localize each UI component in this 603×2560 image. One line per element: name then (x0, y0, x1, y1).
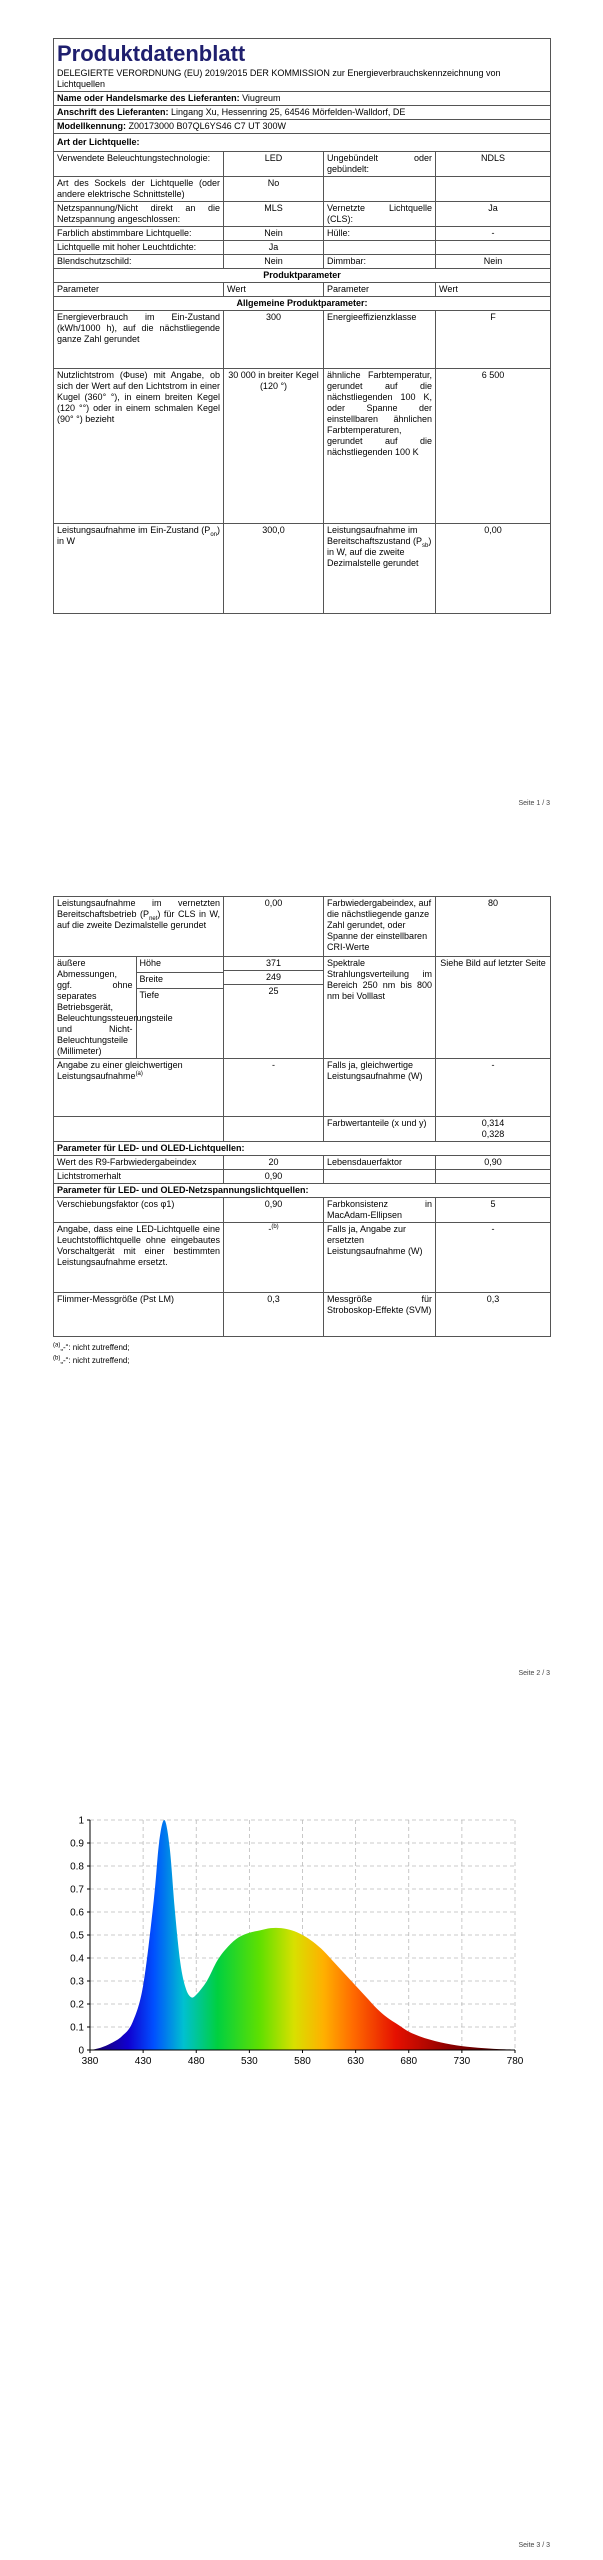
table-row (54, 1223, 551, 1293)
row-label: Verwendete Beleuchtungstechnologie: (54, 152, 224, 177)
lumen-maintenance-label: Lichtstromerhalt (54, 1170, 224, 1184)
y-tick-label: 0 (78, 2045, 84, 2057)
x-tick-label: 380 (81, 2056, 99, 2067)
dim-width-value: 249 (224, 971, 323, 985)
x-tick-label: 580 (294, 2056, 311, 2067)
supplier-name-label: Name oder Handelsmarke des Lieferanten: (57, 93, 240, 103)
page-footer-1: Seite 1 / 3 (518, 800, 550, 807)
row-label: Energieeffizienzklasse (324, 311, 436, 369)
row-label: Lichtquelle mit hoher Leuchtdichte: (54, 241, 224, 255)
table-row (54, 241, 551, 255)
spectral-distribution-chart (60, 1810, 540, 2080)
table-row (54, 1293, 551, 1337)
stroboscopic-label: Messgröße für Stroboskop-Effekte (SVM) (324, 1293, 436, 1337)
row-label: Hülle: (324, 227, 436, 241)
table-row (54, 152, 551, 177)
y-tick-label: 0.9 (70, 1838, 84, 1850)
y-tick-labels (70, 1816, 84, 2057)
y-tick-label: 0.1 (70, 2022, 84, 2034)
table-row (54, 255, 551, 269)
standby-label: Leistungsaufnahme im Bereitschaftszustand $(P_{sb})$ in W, auf die zweite Dezimalstelle gerundet (324, 524, 436, 614)
product-params-heading: Produktparameter (54, 269, 551, 283)
cri-label: Farbwiedergabeindex, auf die nächstliegende ganze Zahl gerundet, oder Spanne der einstellbaren CRI-Werte (324, 897, 436, 957)
mains-params-heading: Parameter für LED- und OLED-Netzspannungslichtquellen: (54, 1184, 551, 1198)
y-tick-label: 0.4 (70, 1953, 84, 1965)
row-label: Farblich abstimmbare Lichtquelle: (54, 227, 224, 241)
row-label: Ungebündelt oder gebündelt: (324, 152, 436, 177)
row-label: Energieverbrauch im Ein-Zustand (kWh/1000 h), auf die nächstliegende ganze Zahl gerundet (54, 311, 224, 369)
dim-depth-value: 25 (268, 986, 279, 996)
dim-height-label: Höhe (136, 957, 223, 972)
row-value: F (436, 311, 551, 369)
row-value: Ja (224, 241, 324, 255)
lumen-maintenance-value: 0,90 (224, 1170, 324, 1184)
row-value: Ja (436, 202, 551, 227)
cri-value: 80 (436, 897, 551, 957)
power-on-value: 300,0 (224, 524, 324, 614)
row-value: 300 (224, 311, 324, 369)
row-value: Nein (436, 255, 551, 269)
y-tick-label: 0.6 (70, 1907, 84, 1919)
table-row (54, 177, 551, 202)
supplier-address-row (54, 106, 551, 120)
row-label (324, 241, 436, 255)
table-row (54, 1198, 551, 1223)
spectral-value: Siehe Bild auf letzter Seite (436, 957, 551, 1059)
replacement-power-label: Falls ja, Angabe zur ersetzten Leistungsaufnahme (W) (324, 1223, 436, 1293)
y-tick-label: 0.2 (70, 1999, 84, 2011)
empty-cell (224, 1117, 324, 1142)
table-row (54, 897, 551, 957)
row-label: Blendschutzschild: (54, 255, 224, 269)
dimensions-cell (54, 957, 224, 1059)
row-label: Vernetzte Lichtquelle (CLS): (324, 202, 436, 227)
table-row (54, 1117, 551, 1142)
color-consistency-value: 5 (436, 1198, 551, 1223)
r9-value: 20 (224, 1156, 324, 1170)
page-footer-3: Seite 3 / 3 (518, 2542, 550, 2549)
model-label: Modellkennung: (57, 121, 126, 131)
row-value: NDLS (436, 152, 551, 177)
x-tick-label: 430 (134, 2056, 152, 2067)
x-tick-label: 630 (347, 2056, 364, 2067)
supplier-address: Lingang Xu, Hessenring 25, 64546 Mörfelden-Walldorf, DE (171, 107, 406, 117)
row-value: LED (224, 152, 324, 177)
equivalent-power-label: Angabe zu einer gleichwertigen Leistungsaufnahme$^{(a)}$ (54, 1059, 224, 1117)
lightsource-type-label: Art der Lichtquelle: (54, 134, 551, 152)
table-row (54, 311, 551, 369)
footnote-a: $^{(a)}$„-“: nicht zutreffend; (53, 1342, 130, 1352)
empty-cell (54, 1117, 224, 1142)
equivalent-power-w-label: Falls ja, gleichwertige Leistungsaufnahme (W) (324, 1059, 436, 1117)
net-standby-value: 0,00 (224, 897, 324, 957)
dim-width-label: Breite (136, 972, 223, 988)
standby-value: 0,00 (436, 524, 551, 614)
led-params-heading: Parameter für LED- und OLED-Lichtquellen: (54, 1142, 551, 1156)
model-id: Z00173000 B07QL6YS46 C7 UT 300W (128, 121, 286, 131)
replacement-label: Angabe, dass eine LED-Lichtquelle eine Leuchtstofflichtquelle ohne eingebautes Vorschaltgerät mit einer bestimmten Leistungsaufnahme ersetzt. (54, 1223, 224, 1293)
flicker-label: Flimmer-Messgröße (Pst LM) (54, 1293, 224, 1337)
supplier-name-row (54, 92, 551, 106)
row-value: Nein (224, 227, 324, 241)
datasheet-table-page-1 (53, 38, 550, 614)
col-header-param: Parameter (324, 283, 436, 297)
row-value (436, 177, 551, 202)
chromaticity-label: Farbwertanteile (x und y) (324, 1117, 436, 1142)
row-value (436, 241, 551, 255)
row-label: Art des Sockels der Lichtquelle (oder andere elektrische Schnittstelle) (54, 177, 224, 202)
r9-label: Wert des R9-Farbwiedergabeindex (54, 1156, 224, 1170)
spectral-label: Spektrale Strahlungsverteilung im Bereich 250 nm bis 800 nm bei Volllast (324, 957, 436, 1059)
table-row (54, 369, 551, 524)
x-tick-label: 530 (241, 2056, 258, 2067)
empty-cell (436, 1170, 551, 1184)
power-on-label: Leistungsaufnahme im Ein-Zustand $(P_{on})$ in W (54, 524, 224, 614)
y-tick-label: 1 (78, 1815, 84, 1827)
y-tick-label: 0.7 (70, 1884, 84, 1896)
datasheet-table-page-2 (53, 896, 550, 1367)
row-label (324, 177, 436, 202)
dimensions-label: äußere Abmessungen, ggf. ohne separates Betriebsgerät, Beleuchtungssteuerungsteile und Nicht-Beleuchtungsteile (Millimeter) (54, 957, 136, 1058)
cosphi-value: 0,90 (224, 1198, 324, 1223)
document-title: Produktdatenblatt (57, 41, 246, 66)
col-header-param: Parameter (54, 283, 224, 297)
x-tick-label: 780 (506, 2056, 524, 2067)
y-tick-label: 0.5 (70, 1930, 84, 1942)
row-value: MLS (224, 202, 324, 227)
row-value: Nein (224, 255, 324, 269)
y-tick-label: 0.3 (70, 1976, 84, 1988)
row-value: 30 000 in breiter Kegel (120 °) (224, 369, 324, 524)
table-row (54, 524, 551, 614)
page-2 (0, 880, 603, 1680)
row-label: ähnliche Farbtemperatur, gerundet auf die nächstliegenden 100 K, oder Spanne der einstellbaren ähnlichen Farbtemperaturen, gerundet auf die nächstliegenden 100 K (324, 369, 436, 524)
row-value: No (224, 177, 324, 202)
row-label: Dimmbar: (324, 255, 436, 269)
flicker-value: 0,3 (224, 1293, 324, 1337)
table-row (54, 1156, 551, 1170)
replacement-value: -$^{(b)}$ (224, 1223, 324, 1293)
table-row (54, 202, 551, 227)
page-footer-2: Seite 2 / 3 (518, 1670, 550, 1677)
net-standby-label: Leistungsaufnahme im vernetzten Bereitschaftsbetrieb $(P_{net})$ für CLS in W, auf die zweite Dezimalstelle gerundet (54, 897, 224, 957)
table-row (54, 227, 551, 241)
chromaticity-values (436, 1117, 551, 1142)
replacement-power-value: - (436, 1223, 551, 1293)
empty-cell (324, 1170, 436, 1184)
survival-factor-label: Lebensdauerfaktor (324, 1156, 436, 1170)
table-header-row (54, 283, 551, 297)
survival-factor-value: 0,90 (436, 1156, 551, 1170)
row-value: - (436, 227, 551, 241)
col-header-value: Wert (436, 283, 551, 297)
x-tick-label: 680 (400, 2056, 418, 2067)
dim-depth-label: Tiefe (139, 989, 160, 1000)
regulation-intro: DELEGIERTE VERORDNUNG (EU) 2019/2015 DER KOMMISSION zur Energieverbrauchskennzeichnung von Lichtquellen (57, 68, 501, 89)
y-tick-label: 0.8 (70, 1861, 84, 1873)
equivalent-power-value: - (224, 1059, 324, 1117)
x-tick-labels (82, 2056, 524, 2067)
row-value: 6 500 (436, 369, 551, 524)
page-3 (0, 1760, 603, 2560)
stroboscopic-value: 0,3 (436, 1293, 551, 1337)
page-1 (0, 0, 603, 820)
equivalent-power-w-value: - (436, 1059, 551, 1117)
col-header-value: Wert (224, 283, 324, 297)
cosphi-label: Verschiebungsfaktor (cos φ1) (54, 1198, 224, 1223)
footnotes (53, 1341, 550, 1367)
table-row (54, 1170, 551, 1184)
supplier-name: Viugreum (242, 93, 281, 103)
x-tick-label: 730 (453, 2056, 471, 2067)
supplier-address-label: Anschrift des Lieferanten: (57, 107, 169, 117)
chromaticity-x: 0,314 (481, 1118, 505, 1128)
x-tick-label: 480 (187, 2056, 205, 2067)
footnote-b: $^{(b)}$„-“: nicht zutreffend; (53, 1355, 130, 1365)
dim-height-value: 371 (224, 957, 323, 971)
model-row (54, 120, 551, 134)
color-consistency-label: Farbkonsistenz in MacAdam-Ellipsen (324, 1198, 436, 1223)
table-row (54, 957, 551, 1059)
dimensions-values-cell (224, 957, 324, 1059)
row-label: Nutzlichtstrom (Φuse) mit Angabe, ob sich der Wert auf den Lichtstrom in einer Kugel (360° °), in einem breiten Kegel (120 °°) oder in einem schmalen Kegel (90° °) bezieht (54, 369, 224, 524)
chromaticity-y: 0,328 (481, 1129, 505, 1139)
row-label: Netzspannung/Nicht direkt an die Netzspannung angeschlossen: (54, 202, 224, 227)
title-cell (54, 39, 551, 92)
general-params-heading: Allgemeine Produktparameter: (54, 297, 551, 311)
table-row (54, 1059, 551, 1117)
